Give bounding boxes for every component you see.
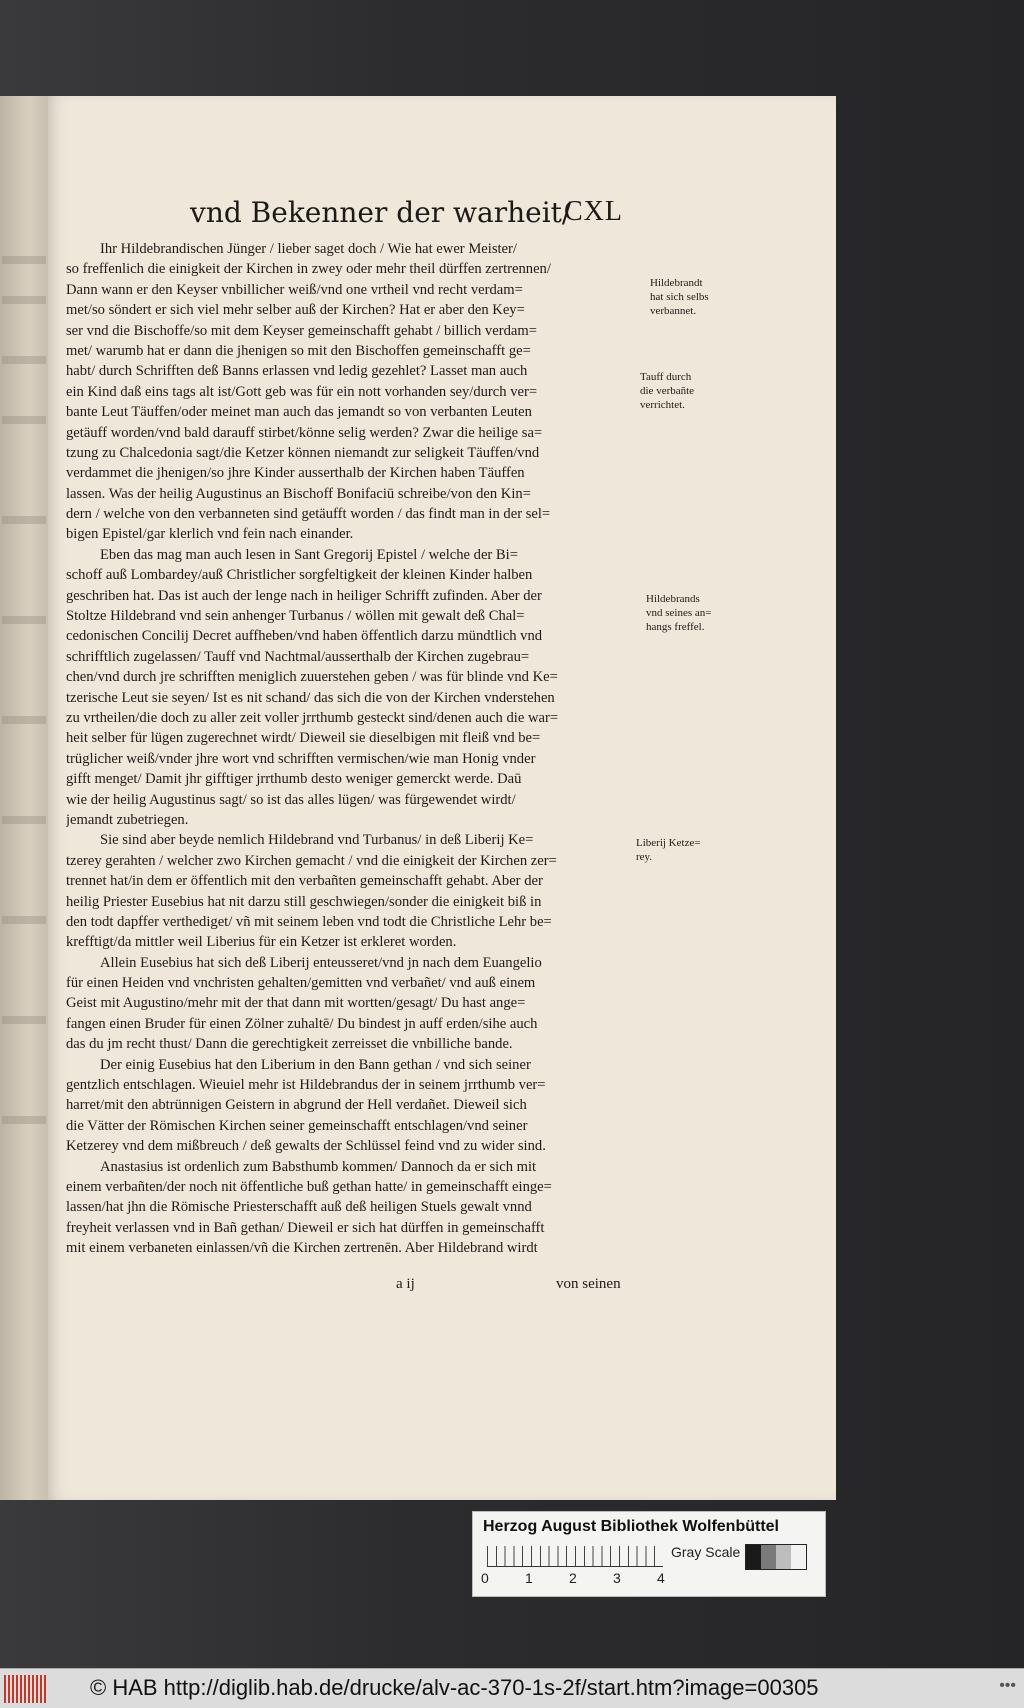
margin-note-line: hat sich selbs xyxy=(650,291,709,303)
text-line: heit selber für lügen zugerechnet wirdt/ Dieweil sie dieselbigen mit fleiß vnd be= xyxy=(66,730,541,747)
running-head: vnd Bekenner der warheit/ xyxy=(190,196,572,229)
text-line: getäuff worden/vnd bald darauff stirbet/könne selig werden? Zwar die heilige sa= xyxy=(66,424,543,441)
text-line: Ketzerey vnd dem mißbreuch / deß gewalts der Schlüssel feind vnd zu wider sind. xyxy=(66,1138,546,1155)
body-text xyxy=(66,239,640,1259)
text-line: schoff auß Lombardey/auß Christlicher sorgfeltigkeit der kleinen Kinder halben xyxy=(66,567,533,584)
margin-note-line: Tauff durch xyxy=(640,371,692,383)
bleed-through-line xyxy=(2,716,46,724)
bleed-through-line xyxy=(2,296,46,304)
text-line: tzerische Leut sie seyen/ Ist es nit schand/ das sich die von der Kirchen vnderstehen xyxy=(66,689,555,706)
text-line: mit einem verbaneten einlassen/vñ die Kirchen zertrenēn. Aber Hildebrand wirdt xyxy=(66,1240,538,1257)
text-line: lassen. Was der heilig Augustinus an Bischoff Bonifaciū schreibe/von den Kin= xyxy=(66,485,531,502)
catchword: von seinen xyxy=(556,1276,621,1292)
text-line: Eben das mag man auch lesen in Sant Gregorij Epistel / welche der Bi= xyxy=(100,546,518,563)
ruler-tick-label: 2 xyxy=(569,1570,577,1586)
margin-note-line: die verbañte xyxy=(640,385,695,397)
text-line: das du jm recht thust/ Dann die gerechtigkeit zerreisset die vnbilliche bande. xyxy=(66,1036,513,1053)
margin-note-line: hangs freffel. xyxy=(646,621,705,633)
text-line: gentzlich entschlagen. Wieuiel mehr ist Hildebrandus der in seinem jrrthumb ver= xyxy=(66,1077,546,1094)
text-line: geschriben hat. Das ist auch der lenge nach in heiliger Schrifft zufinden. Aber der xyxy=(66,587,542,604)
gray-swatch xyxy=(776,1545,791,1569)
text-line: Ihr Hildebrandischen Jünger / lieber saget doch / Wie hat ewer Meister/ xyxy=(100,241,517,257)
text-line: für einen Heiden vnd vnchristen gehalten/gemitten vnd verbañet/ vnd auß einem xyxy=(66,975,536,992)
margin-note-line: Liberij Ketze= xyxy=(636,837,701,849)
margin-note xyxy=(650,276,742,318)
more-icon[interactable]: ••• xyxy=(999,1677,1016,1694)
signature-mark: a ij xyxy=(396,1276,415,1292)
gray-scale-label: Gray Scale xyxy=(671,1544,741,1560)
bleed-through-line xyxy=(2,816,46,824)
gray-swatch xyxy=(791,1545,806,1569)
text-line: Sie sind aber beyde nemlich Hildebrand vnd Turbanus/ in deß Liberij Ke= xyxy=(100,832,534,849)
text-line: gifft menget/ Damit jhr gifftiger jrrthumb desto weniger gemerckt werde. Daū xyxy=(66,771,522,788)
margin-note-line: Hildebrands xyxy=(646,593,700,605)
text-line: met/ warumb hat er dann die jhenigen so mit den Bischoffen gemeinschafft ge= xyxy=(66,342,531,359)
text-line: wie der heilig Augustinus sagt/ so ist das alles lügen/ was fürgewendet wirdt/ xyxy=(66,791,516,808)
text-line: schrifftlich zugelassen/ Tauff vnd Nachtmal/ausserthalb der Kirchen zugebrau= xyxy=(66,648,530,665)
bleed-through-line xyxy=(2,256,46,264)
margin-note-line: verrichtet. xyxy=(640,399,685,411)
text-line: jemandt zubetriegen. xyxy=(66,811,189,828)
text-line: bante Leut Täuffen/oder meinet man auch das jemandt so von verbanten Leuten xyxy=(66,404,532,421)
facing-page-edge xyxy=(0,96,48,1500)
text-line: heilig Priester Eusebius hat nit darzu still geschwiegen/sonder die einigkeit biß in xyxy=(66,893,542,910)
color-calibration-bar xyxy=(472,1511,826,1597)
bleed-through-line xyxy=(2,1116,46,1124)
text-line: habt/ durch Schrifften deß Banns erlassen vnd ledig gezehlet? Lasset man auch xyxy=(66,363,528,380)
text-line: trennet hat/in dem er öffentlich mit den verbañten gemeinschafft gehabt. Aber der xyxy=(66,873,543,890)
ruler-tick-label: 0 xyxy=(481,1570,489,1586)
text-line: Anastasius ist ordenlich zum Babsthumb kommen/ Dannoch da er sich mit xyxy=(100,1158,537,1175)
status-bar xyxy=(0,1668,1024,1708)
bleed-through-line xyxy=(2,516,46,524)
library-name: Herzog August Bibliothek Wolfenbüttel xyxy=(483,1518,779,1535)
text-line: trüglicher weiß/vnder jhre wort vnd schrifften vermischen/wie man Honig vnder xyxy=(66,750,536,767)
text-line: zu vrtheilen/die doch zu aller zeit voller jrrthumb gesteckt sind/denen auch die war= xyxy=(66,709,559,726)
text-line: Stoltze Hildebrand vnd sein anhenger Turbanus / wöllen mit gewalt deß Chal= xyxy=(66,608,525,625)
gray-swatch xyxy=(761,1545,776,1569)
folio-number: CXL xyxy=(564,196,623,227)
text-line: tzerey gerahten / welcher zwo Kirchen gemacht / vnd die einigkeit der Kirchen zer= xyxy=(66,852,557,869)
text-line: verdammet die jhenigen/so jhre Kinder ausserthalb der Kirchen haben Täuffen xyxy=(66,465,525,482)
barcode-icon xyxy=(4,1675,46,1703)
text-line: einem verbañten/der noch nit öffentliche buß gethan hatte/ in gemeinschafft einge= xyxy=(66,1178,552,1195)
margin-note xyxy=(640,370,732,412)
text-line: ein Kind daß eins tags alt ist/Gott geb was für ein nott vorhanden sey/durch ver= xyxy=(66,383,538,400)
margin-note-line: rey. xyxy=(636,851,653,863)
margin-note-line: Hildebrandt xyxy=(650,277,703,289)
text-line: krefftigt/da mittler weil Liberius für ein Ketzer ist erkleret worden. xyxy=(66,934,457,951)
text-line: so freffenlich die einigkeit der Kirchen in zwey oder mehr theil dürffen zertrennen/ xyxy=(66,261,551,278)
text-line: tzung zu Chalcedonia sagt/die Ketzer können niemandt zur seligkeit Täuffen/vnd xyxy=(66,444,540,461)
text-line: harret/mit den abtrünnigen Geistern in abgrund der Hell verdañet. Dieweil sich xyxy=(66,1097,527,1114)
text-line: chen/vnd durch jre schrifften meniglich zuuerstehen geben / was für blinde vnd Ke= xyxy=(66,669,558,686)
ruler-tick-label: 3 xyxy=(613,1570,621,1586)
text-line: den todt dapffer verthediget/ vñ mit seinem leben vnd todt die Christliche Lehr be= xyxy=(66,913,552,930)
text-line: dern / welche von den verbanneten sind getäufft worden / das findt man in der sel= xyxy=(66,506,551,523)
text-line: die Vätter der Römischen Kirchen seiner gemeinschafft entschlagen/vnd seiner xyxy=(66,1117,528,1134)
source-url[interactable]: © HAB http://diglib.hab.de/drucke/alv-ac-370-1s-2f/start.htm?image=00305 xyxy=(90,1675,819,1700)
ruler-tick-label: 4 xyxy=(657,1570,665,1586)
text-line: fangen einen Bruder für einen Zölner zuhaltē/ Du bindest jn auff erden/sihe auch xyxy=(66,1015,538,1032)
bleed-through-line xyxy=(2,416,46,424)
text-line: met/so söndert er sich viel mehr selber auß der Kirchen? Hat er aber den Key= xyxy=(66,302,525,319)
margin-note-line: verbannet. xyxy=(650,305,697,317)
text-line: Der einig Eusebius hat den Liberium in den Bann gethan / vnd sich seiner xyxy=(100,1056,531,1073)
text-line: ser vnd die Bischoffe/so mit dem Keyser gemeinschafft gehabt / billich verdam= xyxy=(66,322,537,339)
text-line: Dann wann er den Keyser vnbillicher weiß/vnd one vrtheil vnd recht verdam= xyxy=(66,281,523,298)
text-line: cedonischen Concilij Decret auffheben/vnd haben öffentlich darzu mündtlich vnd xyxy=(66,628,543,645)
margin-note xyxy=(636,836,728,864)
scale-ruler xyxy=(487,1546,663,1567)
margin-note-line: vnd seines an= xyxy=(646,607,712,619)
gray-swatches xyxy=(745,1544,807,1570)
bleed-through-line xyxy=(2,616,46,624)
gray-swatch xyxy=(746,1545,761,1569)
bleed-through-line xyxy=(2,1016,46,1024)
ruler-tick-label: 1 xyxy=(525,1570,533,1586)
text-line: Allein Eusebius hat sich deß Liberij enteusseret/vnd jn nach dem Euangelio xyxy=(100,954,542,971)
text-line: Geist mit Augustino/mehr mit der that dann mit wortten/gesagt/ Du hast ange= xyxy=(66,995,526,1012)
bleed-through-line xyxy=(2,916,46,924)
bleed-through-line xyxy=(2,356,46,364)
text-line: bigen Epistel/gar klerlich vnd fein nach einander. xyxy=(66,526,354,543)
margin-note xyxy=(646,592,738,634)
text-line: freyheit verlassen vnd in Bañ gethan/ Dieweil er sich hat dürffen in gemeinschafft xyxy=(66,1219,545,1236)
text-line: lassen/hat jhn die Römische Priesterschafft auß deß heiligen Stuels gewalt vnnd xyxy=(66,1199,532,1216)
